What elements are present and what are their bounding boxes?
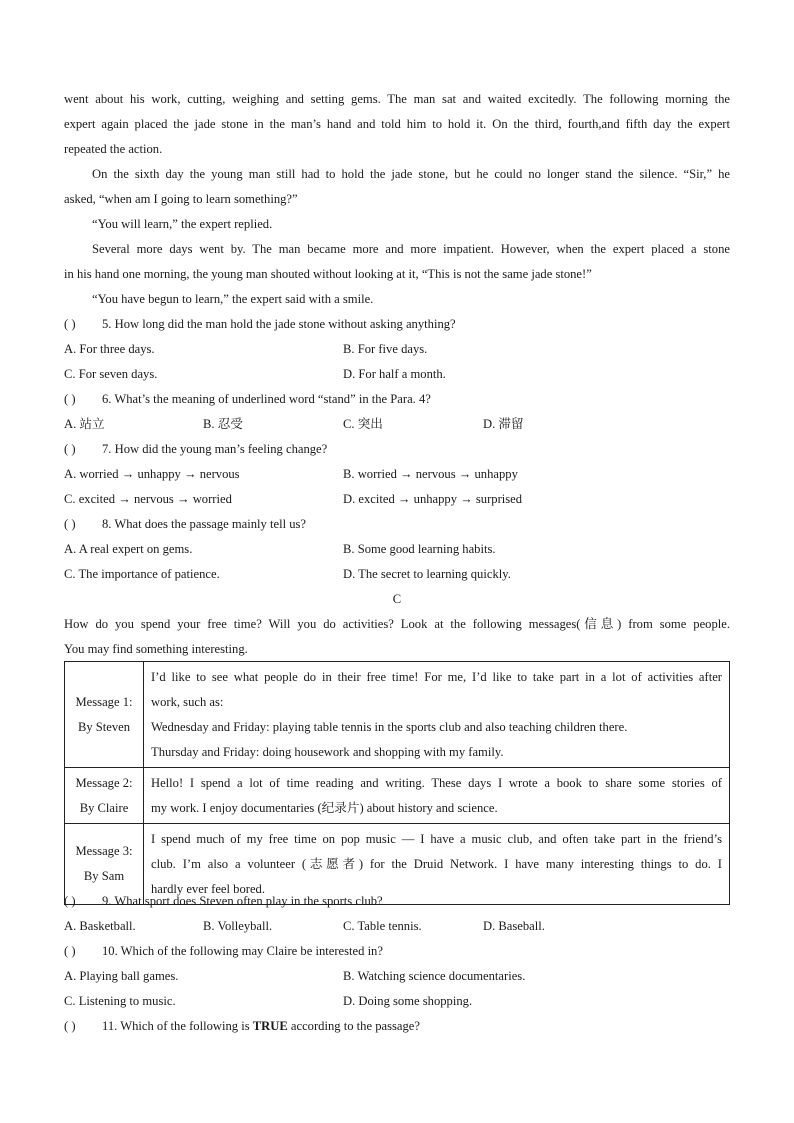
- table-row: [65, 768, 730, 824]
- option-b: B. 忍受: [203, 417, 243, 431]
- question-10: [64, 943, 383, 959]
- option-b: B. For five days.: [343, 342, 428, 356]
- question-text: 7. How did the young man’s feeling change?: [102, 442, 328, 456]
- question-text: 8. What does the passage mainly tell us?: [102, 517, 307, 531]
- question-text: 5. How long did the man hold the jade stone without asking anything?: [102, 317, 456, 331]
- message-line: club. I’m also a volunteer (志愿者) for the Druid Network. I have many interesting things to do. I: [151, 857, 722, 871]
- question-7: [64, 441, 327, 457]
- option-d: D. 滞留: [483, 417, 524, 431]
- option-a: A. Basketball.: [64, 919, 136, 933]
- question-5: [64, 316, 456, 332]
- message-line: I’d like to see what people do in their free time! For me, I’d like to take part in a lot of activities after: [151, 670, 722, 684]
- option-c: C. excited → nervous → worried: [64, 492, 232, 506]
- message-line: Wednesday and Friday: playing table tennis in the sports club and also teaching children there.: [151, 720, 628, 734]
- message-line: Thursday and Friday: doing housework and shopping with my family.: [151, 745, 504, 759]
- question-text: 6. What’s the meaning of underlined word “stand” in the Para. 4?: [102, 392, 431, 406]
- message-body-cell: [144, 768, 730, 824]
- question-6: [64, 391, 431, 407]
- message-line: hardly ever feel bored.: [151, 882, 265, 896]
- option-c: C. 突出: [343, 417, 383, 431]
- table-row: [65, 662, 730, 768]
- message-line: work, such as:: [151, 695, 224, 709]
- answer-blank[interactable]: ( ): [64, 317, 76, 331]
- message-label-cell: [65, 662, 144, 768]
- option-d: D. The secret to learning quickly.: [343, 567, 511, 581]
- option-c: C. Listening to music.: [64, 994, 176, 1008]
- passage-line: Several more days went by. The man became more and more impatient. However, when the expert placed a stone: [92, 242, 730, 256]
- answer-blank[interactable]: ( ): [64, 392, 76, 406]
- option-a: A. For three days.: [64, 342, 155, 356]
- option-d: D. For half a month.: [343, 367, 446, 381]
- message-author: By Claire: [79, 800, 129, 815]
- message-label-cell: [65, 768, 144, 824]
- question-emphasis: TRUE: [252, 1019, 288, 1033]
- option-c: C. The importance of patience.: [64, 567, 220, 581]
- question-text: 11. Which of the following is: [102, 1019, 253, 1033]
- section-intro-line: You may find something interesting.: [64, 642, 248, 656]
- passage-line: went about his work, cutting, weighing and setting gems. The man sat and waited excitedly. The following morning the: [64, 92, 730, 106]
- message-body-cell: [144, 662, 730, 768]
- answer-blank[interactable]: ( ): [64, 894, 76, 908]
- option-d: D. Baseball.: [483, 919, 545, 933]
- passage-line: “You have begun to learn,” the expert said with a smile.: [92, 292, 374, 306]
- option-c: C. Table tennis.: [343, 919, 422, 933]
- option-b: B. worried → nervous → unhappy: [343, 467, 518, 481]
- passage-line: asked, “when am I going to learn something?”: [64, 192, 298, 206]
- option-c: C. For seven days.: [64, 367, 158, 381]
- message-line: I spend much of my free time on pop music — I have a music club, and often take part in the friend’s: [151, 832, 722, 846]
- message-label: Message 1:: [75, 694, 133, 709]
- section-heading: C: [392, 592, 402, 606]
- message-author: By Sam: [83, 869, 125, 883]
- answer-blank[interactable]: ( ): [64, 1019, 76, 1033]
- message-line: my work. I enjoy documentaries (纪录片) about history and science.: [151, 801, 498, 815]
- messages-table: [64, 661, 730, 905]
- question-11: [64, 1018, 420, 1034]
- message-author: By Steven: [77, 719, 131, 734]
- passage-line: “You will learn,” the expert replied.: [92, 217, 273, 231]
- answer-blank[interactable]: ( ): [64, 442, 76, 456]
- message-label: Message 2:: [75, 775, 133, 790]
- answer-blank[interactable]: ( ): [64, 517, 76, 531]
- message-label: Message 3:: [75, 844, 133, 858]
- option-b: B. Watching science documentaries.: [343, 969, 526, 983]
- passage-line: On the sixth day the young man still had to hold the jade stone, but he could no longer stand the silence. “Sir,” he: [92, 167, 730, 181]
- passage-line: repeated the action.: [64, 142, 163, 156]
- option-b: B. Some good learning habits.: [343, 542, 496, 556]
- option-a: A. Playing ball games.: [64, 969, 179, 983]
- option-a: A. 站立: [64, 417, 105, 431]
- section-intro-line: How do you spend your free time? Will you do activities? Look at the following messages(信息) from some people.: [64, 617, 730, 631]
- answer-blank[interactable]: ( ): [64, 944, 76, 958]
- option-a: A. worried → unhappy → nervous: [64, 467, 240, 481]
- question-9: [64, 893, 383, 909]
- option-d: D. excited → unhappy → surprised: [343, 492, 523, 506]
- passage-line: expert again placed the jade stone in the man’s hand and told him to hold it. On the third, fourth,and fifth day the expert: [64, 117, 730, 131]
- passage-line: in his hand one morning, the young man shouted without looking at it, “This is not the same jade stone!”: [64, 267, 592, 281]
- option-a: A. A real expert on gems.: [64, 542, 193, 556]
- question-8: [64, 516, 306, 532]
- question-text: 9. What sport does Steven often play in the sports club?: [102, 894, 383, 908]
- option-b: B. Volleyball.: [203, 919, 273, 933]
- question-text: according to the passage?: [287, 1019, 420, 1033]
- option-d: D. Doing some shopping.: [343, 994, 473, 1008]
- message-line: Hello! I spend a lot of time reading and writing. These days I wrote a book to share some stories of: [151, 776, 722, 790]
- question-text: 10. Which of the following may Claire be interested in?: [102, 944, 383, 958]
